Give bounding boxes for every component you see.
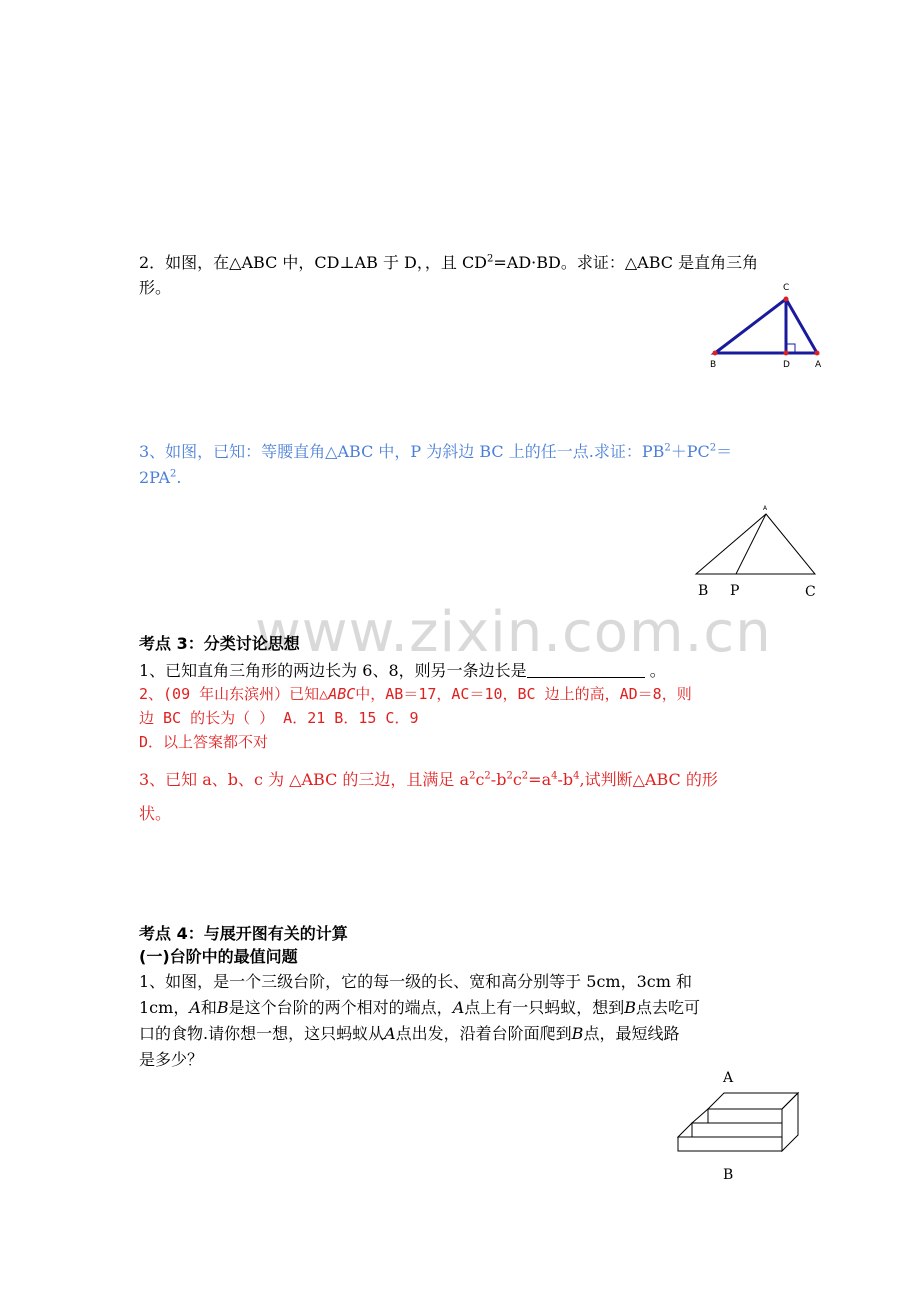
label-a: A [763,505,768,512]
label-c: C [783,283,790,293]
problem2-line1: 2．如图，在△ABC 中，CD⊥AB 于 D，，且 $CD^2=AD\cdot BD$。求证：△ABC 是直角三角 [139,253,759,272]
section3-q2-line3: D．以上答案都不对 [139,733,269,751]
label-b: B [698,583,709,599]
section4-line3: 口的食物.请你想一想，这只蚂蚁从A点出发，沿着台阶面爬到B点，最短线路 [139,1024,680,1043]
staircase-figure [670,1065,820,1190]
label-b: B [710,360,717,370]
label-c: C [805,584,816,600]
triangle-figure-1 [700,280,840,375]
watermark: www.zixin.com.cn [255,600,772,665]
section4-line4: 是多少？ [139,1050,204,1069]
label-a: A [815,360,822,370]
label-p: P [730,583,740,599]
problem3-line1: 3、如图，已知：等腰直角△ABC 中，P 为斜边 BC 上的任一点.求证：$PB^2+PC^2=$ [139,442,733,461]
answer-blank[interactable] [527,663,645,678]
section3-heading: 考点 3：分类讨论思想 [139,634,300,653]
section3-q1: 1、已知直角三角形的两边长为 6、8，则另一条边长是 。 [139,661,666,680]
triangle-figure-2 [690,500,830,605]
problem2-line2: 形。 [139,278,172,297]
label-d: D [783,360,790,370]
section3-q3-line2: 状。 [139,804,172,823]
section3-q3-line1: 3、已知 a、b、c 为 △ABC 的三边，且满足 $a^2c^2-b^2c^2=a^4-b^4$,试判断△ABC 的形 [139,770,718,789]
section3-q2-line1: 2、(09 年山东滨州）已知△ABC中，AB＝17，AC＝10，BC 边上的高，AD＝8，则 [139,685,692,703]
label-a: A [723,1070,734,1086]
section4-subheading: (一)台阶中的最值问题 [139,947,298,966]
problem3-line2: $2PA^2$. [139,468,182,487]
section3-q2-line2: 边 BC 的长为（ ） A．21 B．15 C．9 [139,709,419,727]
section4-line1: 1、如图，是一个三级台阶，它的每一级的长、宽和高分别等于 5cm，3cm 和 [139,972,692,991]
section4-line2: 1cm，A和B是这个台阶的两个相对的端点，A点上有一只蚂蚁，想到B点去吃可 [139,998,701,1017]
label-b: B [723,1167,734,1183]
section4-heading: 考点 4：与展开图有关的计算 [139,924,348,943]
